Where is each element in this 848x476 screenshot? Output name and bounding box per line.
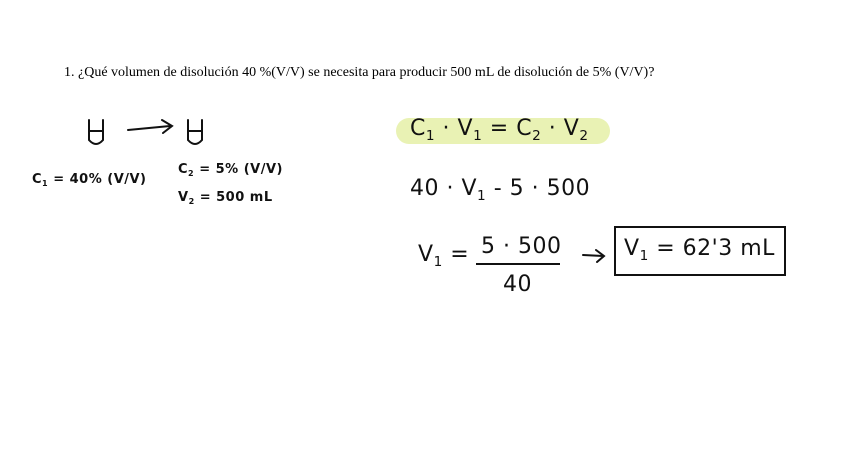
fraction-denominator: 40 — [503, 272, 532, 297]
solve-lhs: $V_1$ = — [418, 242, 470, 270]
dilution-formula: $C_1 \cdot V_1 = C_2 \cdot V_2$ — [410, 116, 589, 144]
note-c2: $C_2 = 5\%$ (V/V) — [178, 162, 283, 178]
fraction-bar — [476, 263, 560, 265]
beaker-2-icon — [188, 120, 202, 144]
fraction-numerator: 5 · 500 — [481, 234, 562, 259]
result-arrow-icon — [583, 250, 604, 262]
arrow-icon — [128, 120, 172, 133]
note-c1: $C_1 = 40\%$ (V/V) — [32, 172, 147, 188]
question-text: 1. ¿Qué volumen de disolución 40 %(V/V) se necesita para producir 500 mL de disolución de 5% (V/V)? — [64, 65, 655, 80]
note-v2: $V_2 = 500$ mL — [178, 190, 273, 206]
beaker-1-icon — [89, 120, 103, 144]
answer-text: $V_1 = 62'3$ mL — [624, 236, 775, 264]
substitution-line: $40 \cdot V_1 - 5 \cdot 500$ — [410, 176, 591, 204]
